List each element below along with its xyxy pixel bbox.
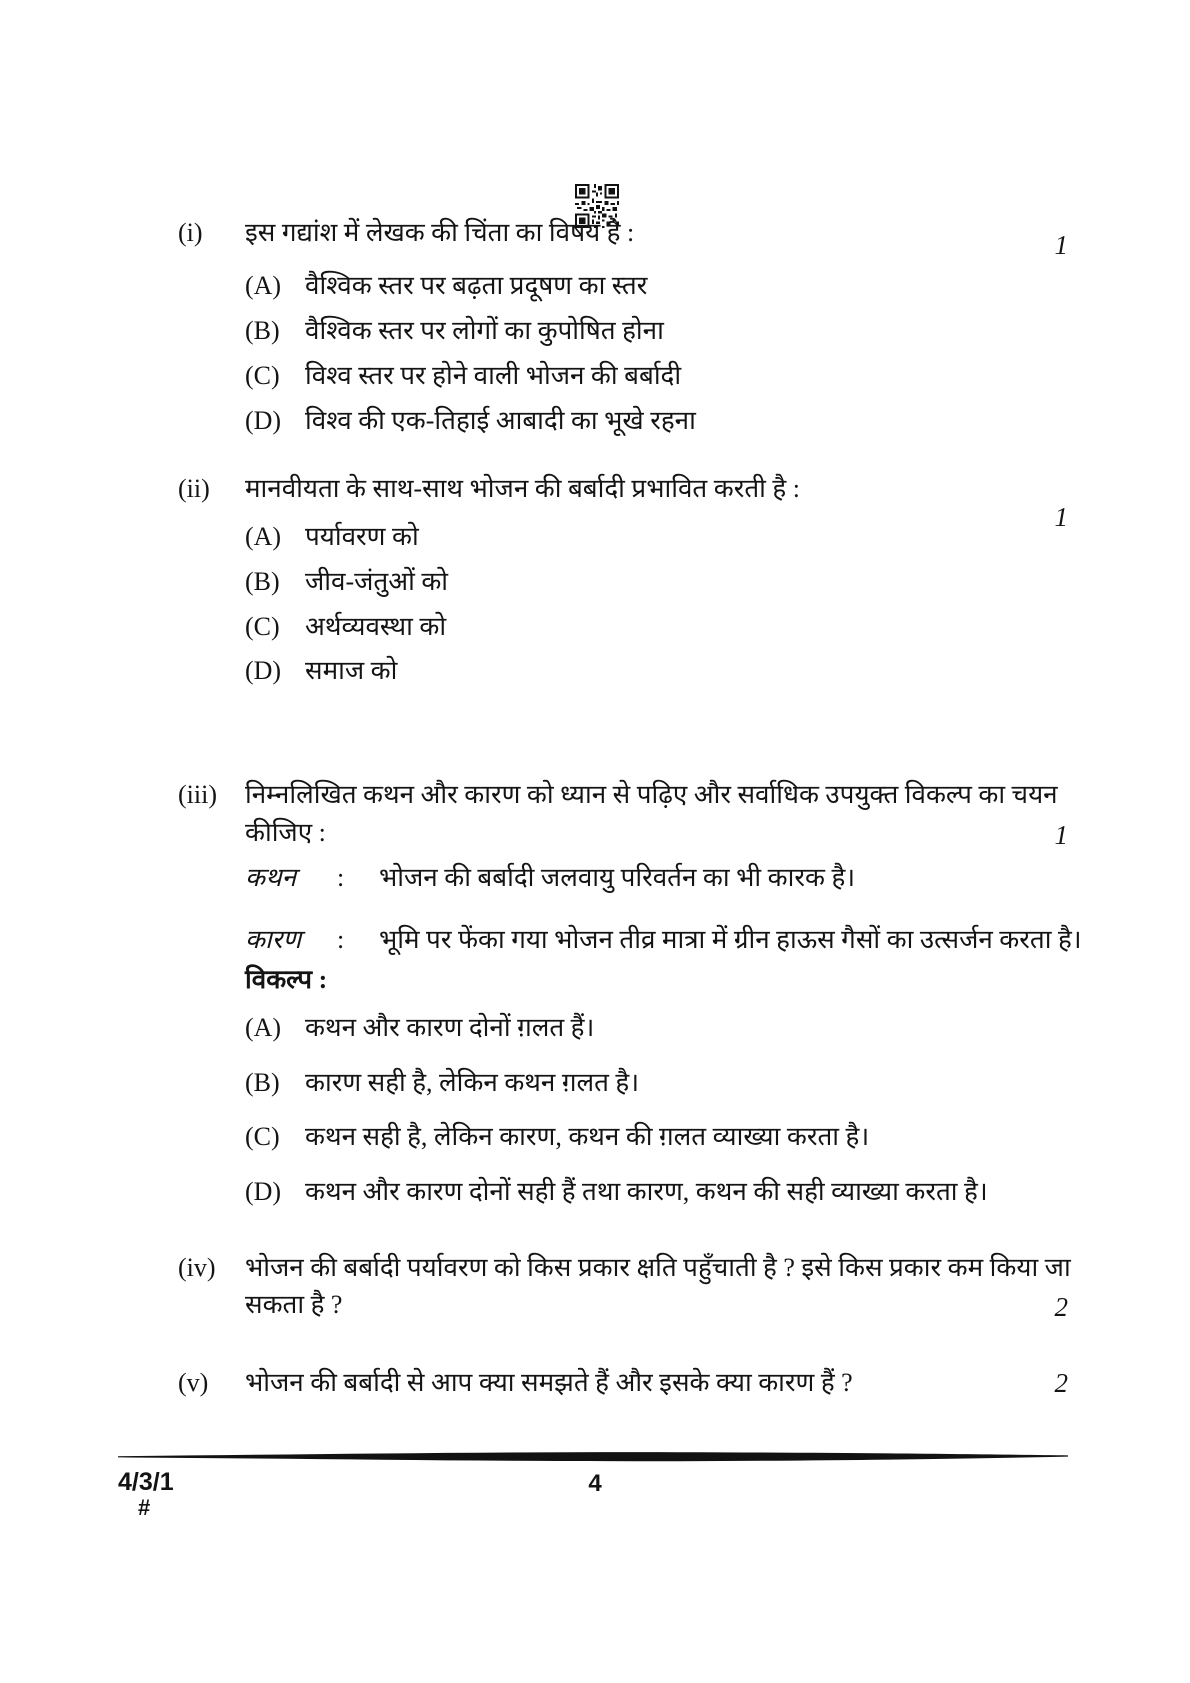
reason-label: कारण	[245, 925, 302, 954]
option-text: कारण सही है, लेकिन कथन ग़लत है।	[305, 1068, 640, 1097]
question-i-option-c	[245, 359, 1070, 393]
question-ii-option-c	[245, 610, 1070, 644]
question-iii-option-c	[245, 1120, 1070, 1154]
question-ii-option-d	[245, 654, 1070, 688]
statement-label: कथन	[245, 863, 297, 892]
question-iv-text-line2: सकता है ?	[245, 1290, 343, 1319]
question-iii-option-b	[245, 1066, 1070, 1100]
question-iii-option-a	[245, 1011, 1070, 1045]
option-text: पर्यावरण को	[305, 522, 419, 551]
option-letter: (B)	[245, 567, 280, 596]
option-letter: (D)	[245, 656, 282, 685]
option-letter: (A)	[245, 271, 282, 300]
option-letter: (D)	[245, 1177, 282, 1206]
question-iii-text-line1: निम्नलिखित कथन और कारण को ध्यान से पढ़िए और सर्वाधिक उपयुक्त विकल्प का चयन	[245, 780, 1058, 809]
option-letter: (B)	[245, 1068, 280, 1097]
question-iv-marks: 2	[1054, 1292, 1068, 1322]
option-text: अर्थव्यवस्था को	[305, 612, 447, 641]
question-ii-number: (ii)	[178, 474, 210, 503]
question-iii-text-line2: कीजिए :	[245, 818, 326, 847]
option-text: वैश्विक स्तर पर लोगों का कुपोषित होना	[305, 316, 664, 345]
option-text: कथन और कारण दोनों सही हैं तथा कारण, कथन की सही व्याख्या करता है।	[305, 1177, 988, 1206]
option-text: विश्व की एक-तिहाई आबादी का भूखे रहना	[305, 406, 696, 435]
option-letter: (C)	[245, 612, 280, 641]
question-v-marks: 2	[1054, 1368, 1068, 1398]
hash-mark: #	[138, 1495, 151, 1520]
option-letter: (A)	[245, 522, 282, 551]
option-text: विश्व स्तर पर होने वाली भोजन की बर्बादी	[305, 361, 682, 390]
option-letter: (D)	[245, 406, 282, 435]
paper-code: 4/3/1	[118, 1468, 174, 1496]
question-ii-marks: 1	[1054, 502, 1068, 532]
question-i-option-d	[245, 404, 1070, 438]
options-heading: विकल्प :	[245, 965, 328, 994]
reason-text: भूमि पर फेंका गया भोजन तीव्र मात्रा में ग्रीन हाऊस गैसों का उत्सर्जन करता है।	[379, 925, 1082, 954]
question-v-number: (v)	[178, 1368, 209, 1397]
question-i-marks: 1	[1054, 230, 1068, 260]
option-letter: (C)	[245, 361, 280, 390]
question-i-text: इस गद्यांश में लेखक की चिंता का विषय है :	[245, 218, 635, 247]
page-number: 4	[588, 1470, 602, 1497]
question-iii-number: (iii)	[178, 780, 217, 809]
statement-colon: :	[337, 863, 345, 892]
question-iii-row	[178, 778, 1070, 812]
option-letter: (B)	[245, 316, 280, 345]
question-iii-option-d	[245, 1175, 1070, 1209]
reason-row	[245, 923, 1082, 957]
footer-divider	[118, 1450, 1068, 1462]
question-iv-text-line1: भोजन की बर्बादी पर्यावरण को किस प्रकार क्षति पहुँचाती है ? इसे किस प्रकार कम किया जा	[245, 1253, 1071, 1282]
question-i-row	[178, 216, 1070, 250]
question-ii-option-a	[245, 520, 1070, 554]
question-i-number: (i)	[178, 218, 203, 247]
option-letter: (A)	[245, 1013, 282, 1042]
option-text: जीव-जंतुओं को	[305, 567, 449, 596]
option-text: कथन सही है, लेकिन कारण, कथन की ग़लत व्याख्या करता है।	[305, 1122, 870, 1151]
statement-text: भोजन की बर्बादी जलवायु परिवर्तन का भी कारक है।	[379, 863, 856, 892]
question-iii-marks: 1	[1054, 820, 1068, 850]
question-i-option-a	[245, 269, 1070, 303]
question-ii-text: मानवीयता के साथ-साथ भोजन की बर्बादी प्रभावित करती है :	[245, 474, 800, 503]
option-text: समाज को	[305, 656, 398, 685]
question-iv-row	[178, 1251, 1070, 1285]
statement-row	[245, 861, 1070, 895]
question-v-text: भोजन की बर्बादी से आप क्या समझते हैं और इसके क्या कारण हैं ?	[245, 1368, 853, 1397]
question-ii-row	[178, 472, 1070, 506]
option-text: वैश्विक स्तर पर बढ़ता प्रदूषण का स्तर	[305, 271, 648, 300]
question-v-row	[178, 1366, 1070, 1400]
question-iv-number: (iv)	[178, 1253, 216, 1282]
reason-colon: :	[337, 925, 345, 954]
question-i-option-b	[245, 314, 1070, 348]
option-letter: (C)	[245, 1122, 280, 1151]
option-text: कथन और कारण दोनों ग़लत हैं।	[305, 1013, 595, 1042]
question-ii-option-b	[245, 565, 1070, 599]
